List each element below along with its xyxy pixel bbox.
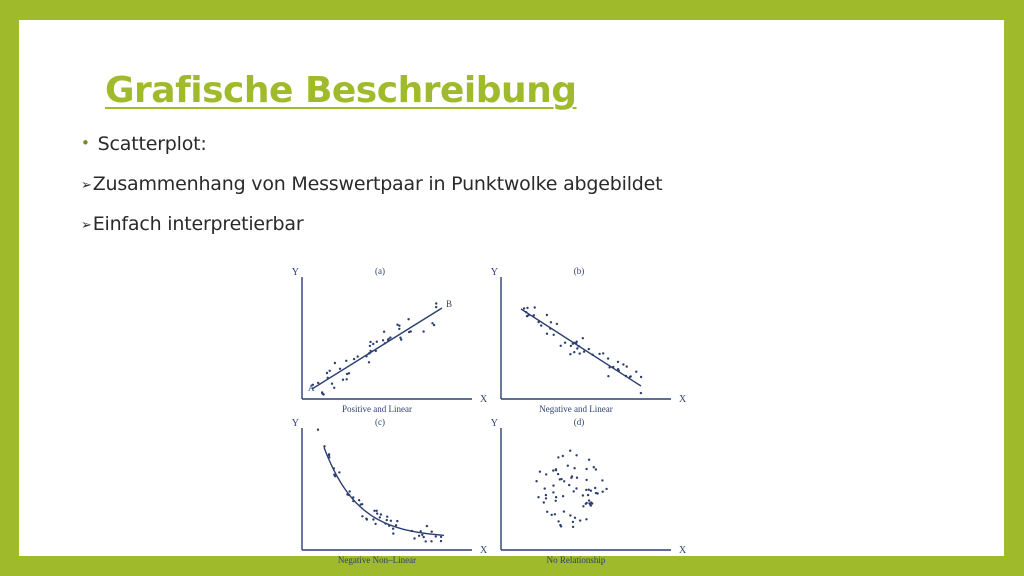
data-point bbox=[552, 469, 554, 471]
data-point bbox=[326, 372, 328, 374]
data-point bbox=[588, 459, 590, 461]
data-point bbox=[435, 535, 437, 537]
data-point bbox=[545, 494, 547, 496]
data-point bbox=[440, 536, 442, 538]
x-axis-label: X bbox=[480, 394, 488, 405]
data-point bbox=[526, 307, 528, 309]
data-point bbox=[349, 490, 351, 492]
data-point bbox=[390, 520, 392, 522]
data-point bbox=[369, 341, 371, 343]
data-point bbox=[563, 510, 565, 512]
panel-tag: (b) bbox=[573, 266, 585, 276]
data-point bbox=[383, 331, 385, 333]
data-point bbox=[573, 467, 575, 469]
data-point bbox=[317, 429, 319, 431]
data-point bbox=[392, 532, 394, 534]
data-point bbox=[365, 355, 367, 357]
data-point bbox=[585, 489, 587, 491]
data-point bbox=[622, 363, 624, 365]
data-point bbox=[626, 365, 628, 367]
point-label-b: B bbox=[446, 299, 453, 309]
data-point bbox=[605, 488, 607, 490]
data-point bbox=[537, 496, 539, 498]
data-point bbox=[640, 392, 642, 394]
x-axis-label: X bbox=[679, 394, 687, 405]
data-point bbox=[617, 361, 619, 363]
data-point bbox=[601, 479, 603, 481]
data-point bbox=[573, 351, 575, 353]
data-point bbox=[555, 500, 557, 502]
data-point bbox=[411, 530, 413, 532]
data-point bbox=[368, 361, 370, 363]
data-point bbox=[317, 382, 319, 384]
data-point bbox=[569, 514, 571, 516]
data-point bbox=[376, 512, 378, 514]
data-point bbox=[374, 523, 376, 525]
data-point bbox=[588, 348, 590, 350]
data-point bbox=[591, 502, 593, 504]
data-point bbox=[382, 339, 384, 341]
data-point bbox=[435, 302, 437, 304]
data-point bbox=[440, 540, 442, 542]
data-point bbox=[333, 387, 335, 389]
data-point bbox=[376, 510, 378, 512]
data-point bbox=[608, 366, 610, 368]
data-point bbox=[557, 456, 559, 458]
data-point bbox=[398, 328, 400, 330]
data-point bbox=[586, 502, 588, 504]
y-axis-label: Y bbox=[291, 267, 299, 278]
data-point bbox=[386, 519, 388, 521]
data-point bbox=[563, 480, 565, 482]
data-point bbox=[576, 347, 578, 349]
bullet-text: Scatterplot: bbox=[97, 133, 207, 155]
data-point bbox=[598, 353, 600, 355]
y-axis-label: Y bbox=[291, 418, 299, 429]
data-point bbox=[388, 525, 390, 527]
data-point bbox=[579, 352, 581, 354]
bullet-einfach bbox=[81, 213, 303, 235]
data-point bbox=[375, 350, 377, 352]
data-point bbox=[372, 518, 374, 520]
data-point bbox=[352, 500, 354, 502]
data-point bbox=[552, 484, 554, 486]
data-point bbox=[573, 490, 575, 492]
data-point bbox=[348, 494, 350, 496]
data-point bbox=[398, 325, 400, 327]
point-label-a: A bbox=[308, 383, 315, 393]
data-point bbox=[435, 306, 437, 308]
data-point bbox=[323, 445, 325, 447]
data-point bbox=[327, 377, 329, 379]
data-point bbox=[389, 336, 391, 338]
data-point bbox=[588, 499, 590, 501]
data-point bbox=[373, 510, 375, 512]
bullet-text: Zusammenhang von Messwertpaar in Punktwolke abgebildet bbox=[92, 173, 663, 195]
data-point bbox=[372, 343, 374, 345]
data-point bbox=[546, 511, 548, 513]
scatter-panel-4 bbox=[491, 417, 687, 565]
data-point bbox=[422, 330, 424, 332]
data-point bbox=[588, 489, 590, 491]
data-point bbox=[564, 342, 566, 344]
data-point bbox=[607, 357, 609, 359]
data-point bbox=[369, 345, 371, 347]
data-point bbox=[365, 518, 367, 520]
data-point bbox=[392, 528, 394, 530]
data-point bbox=[587, 494, 589, 496]
data-point bbox=[338, 471, 340, 473]
bullet-text: Einfach interpretierbar bbox=[92, 213, 304, 235]
data-point bbox=[418, 535, 420, 537]
data-point bbox=[423, 536, 425, 538]
data-point bbox=[430, 540, 432, 542]
data-point bbox=[380, 513, 382, 515]
data-point bbox=[585, 479, 587, 481]
data-point bbox=[625, 375, 627, 377]
data-point bbox=[560, 345, 562, 347]
data-point bbox=[535, 480, 537, 482]
data-point bbox=[376, 341, 378, 343]
panel-caption: No Relationship bbox=[546, 555, 606, 565]
data-point bbox=[552, 491, 554, 493]
data-point bbox=[339, 368, 341, 370]
data-point bbox=[583, 351, 585, 353]
data-point bbox=[357, 355, 359, 357]
data-point bbox=[579, 519, 581, 521]
panel-caption: Negative Non–Linear bbox=[337, 555, 417, 565]
data-point bbox=[630, 375, 632, 377]
data-point bbox=[572, 526, 574, 528]
data-point bbox=[533, 314, 535, 316]
data-point bbox=[328, 456, 330, 458]
data-point bbox=[545, 497, 547, 499]
data-point bbox=[582, 337, 584, 339]
data-point bbox=[573, 342, 575, 344]
data-point bbox=[534, 306, 536, 308]
data-point bbox=[433, 324, 435, 326]
data-point bbox=[571, 475, 573, 477]
data-point bbox=[425, 540, 427, 542]
slide-title: Grafische Beschreibung bbox=[105, 70, 577, 111]
y-axis-label: Y bbox=[490, 267, 498, 278]
trend-curve bbox=[324, 447, 444, 535]
data-point bbox=[555, 496, 557, 498]
data-point bbox=[368, 352, 370, 354]
data-point bbox=[333, 467, 335, 469]
data-point bbox=[539, 471, 541, 473]
data-point bbox=[407, 318, 409, 320]
arrow-bullet-icon: ➢ bbox=[81, 218, 92, 233]
data-point bbox=[594, 487, 596, 489]
data-point bbox=[546, 314, 548, 316]
data-point bbox=[352, 496, 354, 498]
data-point bbox=[553, 334, 555, 336]
data-point bbox=[353, 358, 355, 360]
data-point bbox=[431, 322, 433, 324]
data-point bbox=[544, 487, 546, 489]
data-point bbox=[567, 465, 569, 467]
data-point bbox=[555, 468, 557, 470]
data-point bbox=[523, 307, 525, 309]
panel-tag: (d) bbox=[573, 417, 585, 427]
data-point bbox=[585, 468, 587, 470]
data-point bbox=[554, 513, 556, 515]
data-point bbox=[413, 537, 415, 539]
data-point bbox=[574, 517, 576, 519]
trend-line bbox=[312, 308, 442, 389]
data-point bbox=[569, 353, 571, 355]
scatter-panel-2 bbox=[491, 266, 687, 414]
bullet-zusammenhang bbox=[81, 173, 662, 195]
data-point bbox=[420, 530, 422, 532]
data-point bbox=[329, 370, 331, 372]
data-point bbox=[386, 516, 388, 518]
data-point bbox=[387, 339, 389, 341]
data-point bbox=[582, 494, 584, 496]
data-point bbox=[569, 450, 571, 452]
panel-tag: (c) bbox=[375, 417, 385, 427]
data-point bbox=[346, 378, 348, 380]
data-point bbox=[560, 478, 562, 480]
data-point bbox=[328, 453, 330, 455]
data-point bbox=[540, 324, 542, 326]
data-point bbox=[593, 466, 595, 468]
data-point bbox=[421, 534, 423, 536]
data-point bbox=[578, 345, 580, 347]
data-point bbox=[334, 362, 336, 364]
panel-caption: Negative and Linear bbox=[539, 404, 613, 414]
data-point bbox=[331, 383, 333, 385]
data-point bbox=[602, 352, 604, 354]
data-point bbox=[585, 518, 587, 520]
data-point bbox=[395, 524, 397, 526]
data-point bbox=[384, 342, 386, 344]
scatter-panel-1 bbox=[292, 266, 488, 414]
data-point bbox=[607, 375, 609, 377]
data-point bbox=[612, 366, 614, 368]
scatterplot-figure bbox=[275, 254, 695, 570]
data-point bbox=[557, 520, 559, 522]
data-point bbox=[431, 531, 433, 533]
data-point bbox=[635, 371, 637, 373]
data-point bbox=[551, 514, 553, 516]
data-point bbox=[640, 376, 642, 378]
data-point bbox=[408, 331, 410, 333]
data-point bbox=[342, 379, 344, 381]
x-axis-label: X bbox=[679, 545, 687, 556]
data-point bbox=[527, 314, 529, 316]
bullet-scatterplot bbox=[81, 133, 207, 155]
data-point bbox=[575, 487, 577, 489]
data-point bbox=[617, 368, 619, 370]
data-point bbox=[346, 373, 348, 375]
data-point bbox=[537, 321, 539, 323]
data-point bbox=[545, 473, 547, 475]
data-point bbox=[525, 311, 527, 313]
data-point bbox=[602, 491, 604, 493]
data-point bbox=[582, 505, 584, 507]
data-point bbox=[334, 474, 336, 476]
panel-tag: (a) bbox=[375, 266, 385, 276]
trend-line bbox=[521, 309, 641, 386]
data-point bbox=[426, 525, 428, 527]
data-point bbox=[560, 525, 562, 527]
data-point bbox=[576, 477, 578, 479]
data-point bbox=[549, 327, 551, 329]
data-point bbox=[590, 490, 592, 492]
data-point bbox=[572, 521, 574, 523]
data-point bbox=[570, 345, 572, 347]
data-point bbox=[322, 393, 324, 395]
y-axis-label: Y bbox=[490, 418, 498, 429]
bullet-dot-icon: • bbox=[81, 134, 90, 152]
data-point bbox=[400, 338, 402, 340]
data-point bbox=[546, 333, 548, 335]
data-point bbox=[345, 360, 347, 362]
data-point bbox=[550, 321, 552, 323]
data-point bbox=[562, 455, 564, 457]
x-axis-label: X bbox=[480, 545, 488, 556]
data-point bbox=[562, 495, 564, 497]
data-point bbox=[369, 350, 371, 352]
data-point bbox=[543, 501, 545, 503]
data-point bbox=[591, 354, 593, 356]
data-point bbox=[379, 516, 381, 518]
data-point bbox=[568, 484, 570, 486]
data-point bbox=[575, 454, 577, 456]
data-point bbox=[596, 492, 598, 494]
data-point bbox=[361, 515, 363, 517]
scatter-panel-3 bbox=[292, 417, 488, 565]
data-point bbox=[360, 503, 362, 505]
data-point bbox=[556, 323, 558, 325]
data-point bbox=[396, 520, 398, 522]
data-point bbox=[358, 499, 360, 501]
panel-caption: Positive and Linear bbox=[342, 404, 412, 414]
slide bbox=[19, 20, 1004, 565]
data-point bbox=[557, 473, 559, 475]
data-point bbox=[595, 468, 597, 470]
data-point bbox=[384, 522, 386, 524]
arrow-bullet-icon: ➢ bbox=[81, 178, 92, 193]
